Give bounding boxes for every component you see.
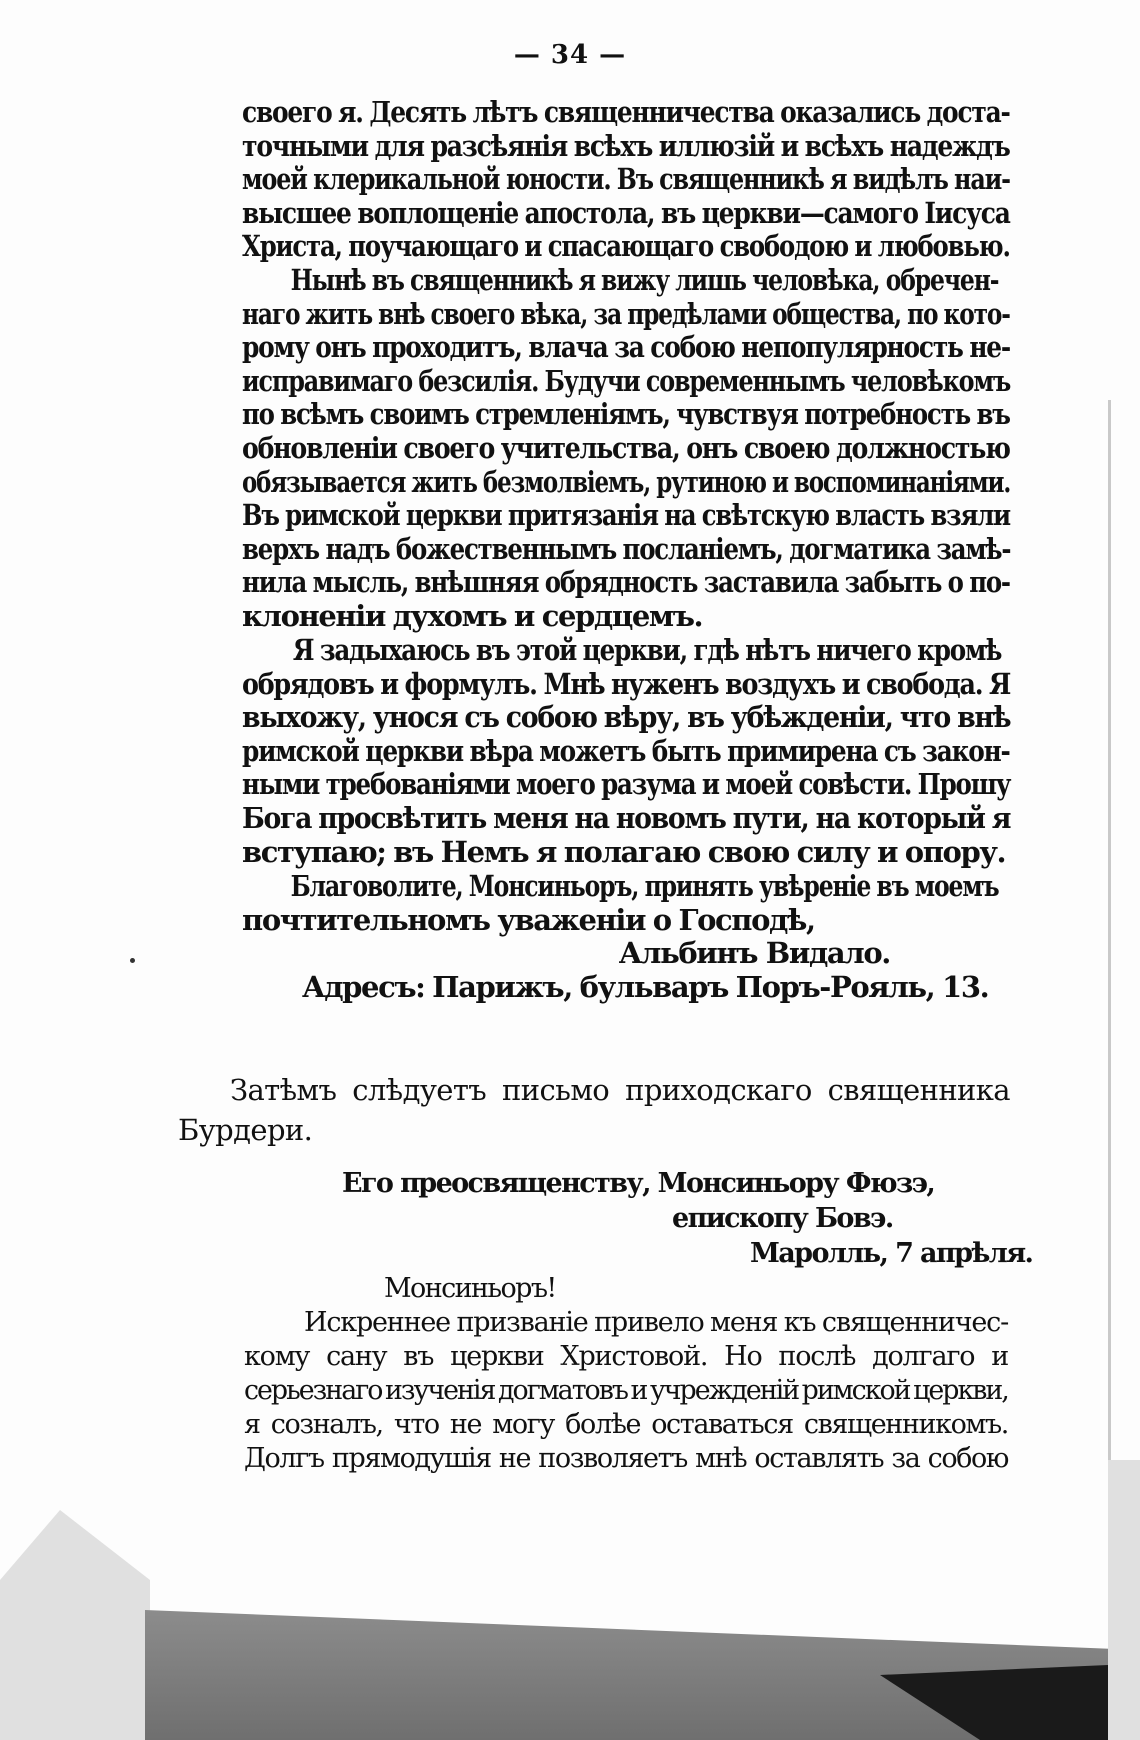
page-number: — 34 — xyxy=(513,40,627,70)
scan-margin xyxy=(1108,1460,1140,1740)
scan-right-edge xyxy=(1108,400,1111,1550)
text-line: серьезнаго изученія догматовъ и учрежденій римской церкви, xyxy=(244,1375,1008,1406)
addressee-line: Его преосвященству, Монсиньору Фюзэ, xyxy=(342,1168,935,1199)
text-line: верхъ надъ божественнымъ посланіемъ, догматика замѣ- xyxy=(242,531,1011,566)
paragraph-2 xyxy=(242,264,1010,634)
scan-speck xyxy=(130,958,135,963)
text-line: выхожу, унося съ собою вѣру, въ убѣжденіи, что внѣ xyxy=(242,700,1011,735)
addressee-line: епископу Бовэ. xyxy=(672,1203,893,1234)
text-line: Въ римской церкви притязанія на свѣтскую власть взяли xyxy=(242,498,1010,533)
text-line: наго жить внѣ своего вѣка, за предѣлами общества, по кото- xyxy=(242,296,1010,331)
salutation: Монсиньоръ! xyxy=(384,1273,556,1304)
scan-haze xyxy=(0,1510,150,1740)
letter2-body xyxy=(244,1306,1008,1476)
text-line: обрядовъ и формулъ. Мнѣ нуженъ воздухъ и свобода. Я xyxy=(242,666,1011,701)
paragraph-3 xyxy=(242,634,1010,869)
signature: Альбинъ Видало. xyxy=(618,936,890,971)
text-line: ными требованіями моего разума и моей совѣсти. Прошу xyxy=(242,767,1011,802)
text-line: клоненіи духомъ и сердцемъ. xyxy=(242,598,703,633)
text-line: рому онъ проходитъ, влача за собою непопулярность не- xyxy=(242,330,1011,365)
text-line: обязывается жить безмолвіемъ, рутиною и воспоминаніями. xyxy=(242,464,1011,499)
text-line: кому сану въ церкви Христовой. Но послѣ долгаго и xyxy=(244,1341,1008,1372)
text-line: Христа, поучающаго и спасающаго свободою и любовью. xyxy=(242,229,1010,264)
text-line: точными для разсѣянія всѣхъ иллюзій и всѣхъ надеждъ xyxy=(242,128,1010,163)
text-line: Благоволите, Монсиньоръ, принять увѣреніе въ моемъ xyxy=(290,869,999,903)
text-line: вступаю; въ Немъ я полагаю свою силу и опору. xyxy=(242,834,1006,869)
scan-page-curl-shadow xyxy=(0,1460,1140,1740)
text-line: обновленіи своего учительства, онъ своею должностью xyxy=(242,430,1010,465)
text-line: Я задыхаюсь въ этой церкви, гдѣ нѣтъ ничего кромѣ xyxy=(292,633,1002,667)
text-line: я созналъ, что не могу болѣе оставаться священникомъ. xyxy=(244,1409,1008,1440)
text-line: исправимаго безсилія. Будучи современнымъ человѣкомъ xyxy=(242,363,1011,398)
text-line: Искреннее призваніе привело меня къ священничес- xyxy=(304,1307,1008,1338)
text-line: почтительномъ уваженіи о Господѣ, xyxy=(242,902,815,937)
text-line: Нынѣ въ священникѣ я вижу лишь человѣка, обречен- xyxy=(290,263,999,297)
paragraph-4 xyxy=(242,870,1010,1004)
narrative-line: Бурдери. xyxy=(178,1113,313,1147)
text-line: по всѣмъ своимъ стремленіямъ, чувствуя потребность въ xyxy=(242,397,1010,432)
place-date: Маролль, 7 апрѣля. xyxy=(750,1238,1033,1269)
text-line: своего я. Десять лѣтъ священничества оказались доста- xyxy=(242,95,1010,129)
text-line: Долгъ прямодушія не позволяетъ мнѣ оставлять за собою xyxy=(244,1443,1008,1474)
text-line: моей клерикальной юности. Въ священникѣ я видѣлъ наи- xyxy=(242,162,1010,197)
text-line: Бога просвѣтить меня на новомъ пути, на который я xyxy=(242,800,1011,835)
text-line: римской церкви вѣра можетъ быть примирена съ закон- xyxy=(242,733,1010,768)
text-line: нила мысль, внѣшняя обрядность заставила забыть о по- xyxy=(242,565,1010,600)
text-line: высшее воплощеніе апостола, въ церкви—самого Іисуса xyxy=(242,195,1010,230)
address-line: Адресъ: Парижъ, бульваръ Поръ-Рояль, 13. xyxy=(302,969,989,1004)
paragraph-1 xyxy=(242,96,1010,264)
narrative-line: Затѣмъ слѣдуетъ письмо приходскаго священника xyxy=(230,1073,1010,1107)
